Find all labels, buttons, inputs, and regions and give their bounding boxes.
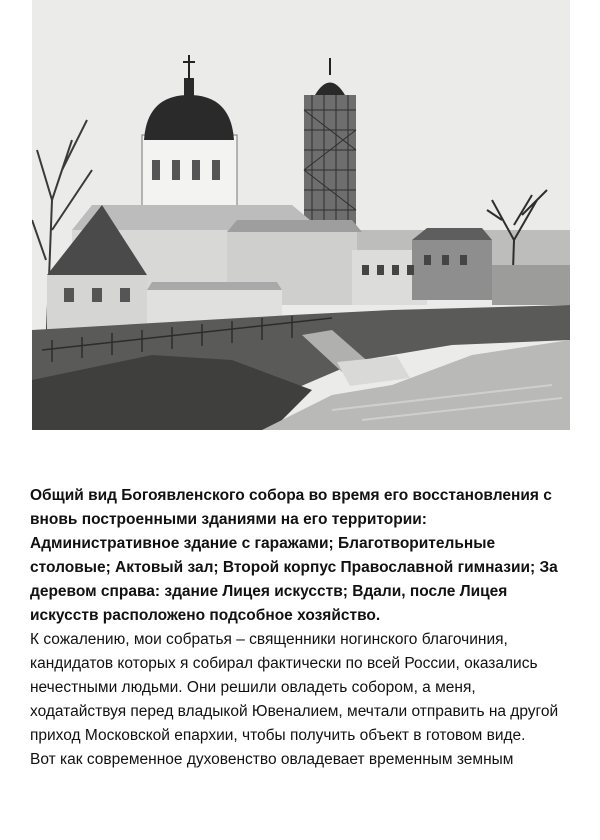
- paragraph-1: К сожалению, мои собратья – священники ногинского благочиния, кандидатов которых я собирал фактически по всей России, оказались нечестными людьми. Они решили овладеть собором, а меня, ходатайствуя перед владыкой Ювеналием, мечтали отправить на другой приход Московской епархии, чтобы получить объект в готовом виде.: [30, 631, 559, 744]
- cathedral-photo: [32, 0, 570, 430]
- building-right-2: [412, 240, 492, 300]
- cathedral-photo-drawing: [32, 0, 570, 430]
- article-text: [30, 484, 575, 772]
- photo-caption: Общий вид Богоявленского собора во время его восстановления с вновь построенными зданиями на его территории: Административное здание с гаражами; Благотворительные столовые; Актовый зал; Второй корпус Православной гимназии; За деревом справа: здание Лицея искусств; Вдали, после Лицея искусств расположено подсобное хозяйство.: [30, 487, 558, 624]
- paragraph-2: Вот как современное духовенство овладевает временным земным: [30, 751, 514, 768]
